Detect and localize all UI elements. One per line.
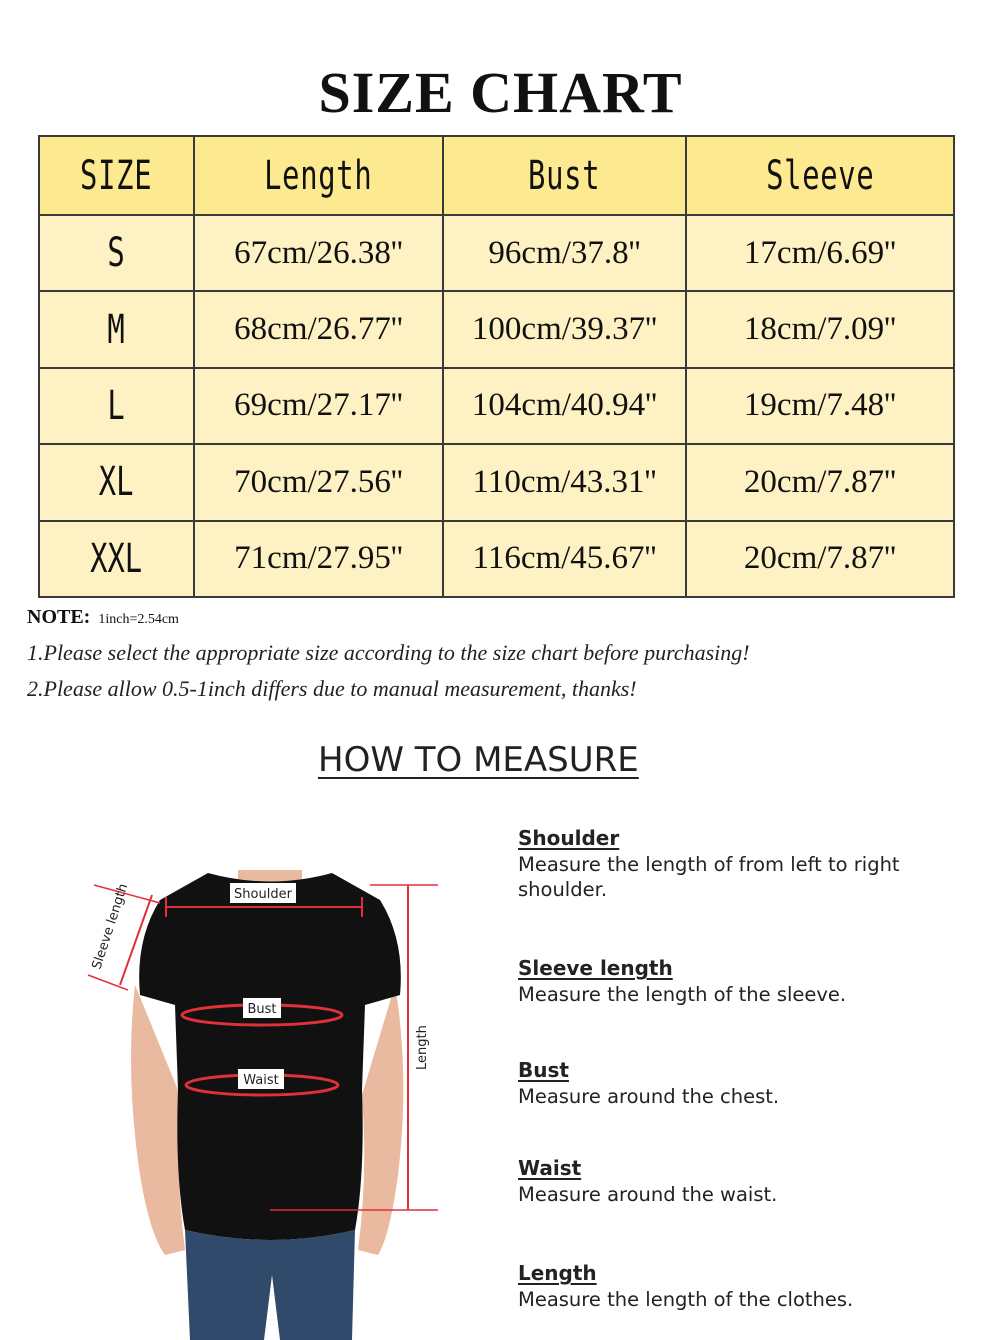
note-conversion: 1inch=2.54cm [98,612,179,627]
value-cell: 96cm/37.8'' [443,215,686,291]
value-cell: 110cm/43.31'' [443,444,686,520]
definition-shoulder [518,826,918,902]
how-to-measure-title: HOW TO MEASURE [318,740,639,780]
size-label: M [107,306,126,353]
table-row [39,521,954,597]
bust-label: Bust [247,1002,277,1017]
value-cell: 100cm/39.37'' [443,291,686,367]
note [27,606,179,629]
measurement-figure [80,845,460,1340]
size-cell [39,521,194,597]
definition-desc: Measure around the chest. [518,1085,780,1108]
definition-desc: Measure the length of from left to right shoulder. [518,853,900,901]
definition-desc: Measure the length of the sleeve. [518,983,847,1006]
size-label: XXL [90,535,143,582]
waist-label: Waist [243,1073,279,1088]
table-row [39,444,954,520]
size-cell [39,368,194,444]
definition-term: Sleeve length [518,956,673,980]
sleeve-label: Sleeve length [89,881,132,972]
value-cell: 20cm/7.87'' [686,521,954,597]
value-cell: 20cm/7.87'' [686,444,954,520]
definition-desc: Measure the length of the clothes. [518,1288,854,1311]
value-cell: 19cm/7.48'' [686,368,954,444]
definition-term: Length [518,1261,597,1285]
definition-waist [518,1156,777,1207]
value-cell: 116cm/45.67'' [443,521,686,597]
definition-desc: Measure around the waist. [518,1183,778,1206]
value-cell: 70cm/27.56'' [194,444,443,520]
value-cell: 67cm/26.38'' [194,215,443,291]
size-label: L [107,382,126,429]
tip-2: 2.Please allow 0.5-1inch differs due to manual measurement, thanks! [27,676,637,701]
tip-1: 1.Please select the appropriate size according to the size chart before purchasing! [27,640,750,665]
size-chart-table [38,135,955,598]
size-cell [39,291,194,367]
page-title: SIZE CHART [318,60,683,125]
note-label: NOTE: [27,606,91,628]
size-cell [39,215,194,291]
value-cell: 17cm/6.69'' [686,215,954,291]
value-cell: 69cm/27.17'' [194,368,443,444]
shoulder-label: Shoulder [234,887,292,902]
value-cell: 71cm/27.95'' [194,521,443,597]
definition-length [518,1261,853,1312]
value-cell: 18cm/7.09'' [686,291,954,367]
definition-term: Waist [518,1156,582,1180]
definition-bust [518,1058,779,1109]
table-row [39,368,954,444]
definition-term: Bust [518,1058,569,1082]
value-cell: 68cm/26.77'' [194,291,443,367]
definition-term: Shoulder [518,826,620,850]
size-label: XL [99,459,134,506]
column-header: Sleeve [686,136,954,215]
jeans [185,1230,355,1340]
size-cell [39,444,194,520]
column-header: Bust [443,136,686,215]
size-label: S [107,230,126,277]
column-header: SIZE [39,136,194,215]
right-arm [358,985,403,1255]
table-row [39,291,954,367]
length-label: Length [415,1025,430,1070]
table-header-row [39,136,954,215]
definition-sleeve [518,956,846,1007]
column-header: Length [194,136,443,215]
table-row [39,215,954,291]
value-cell: 104cm/40.94'' [443,368,686,444]
